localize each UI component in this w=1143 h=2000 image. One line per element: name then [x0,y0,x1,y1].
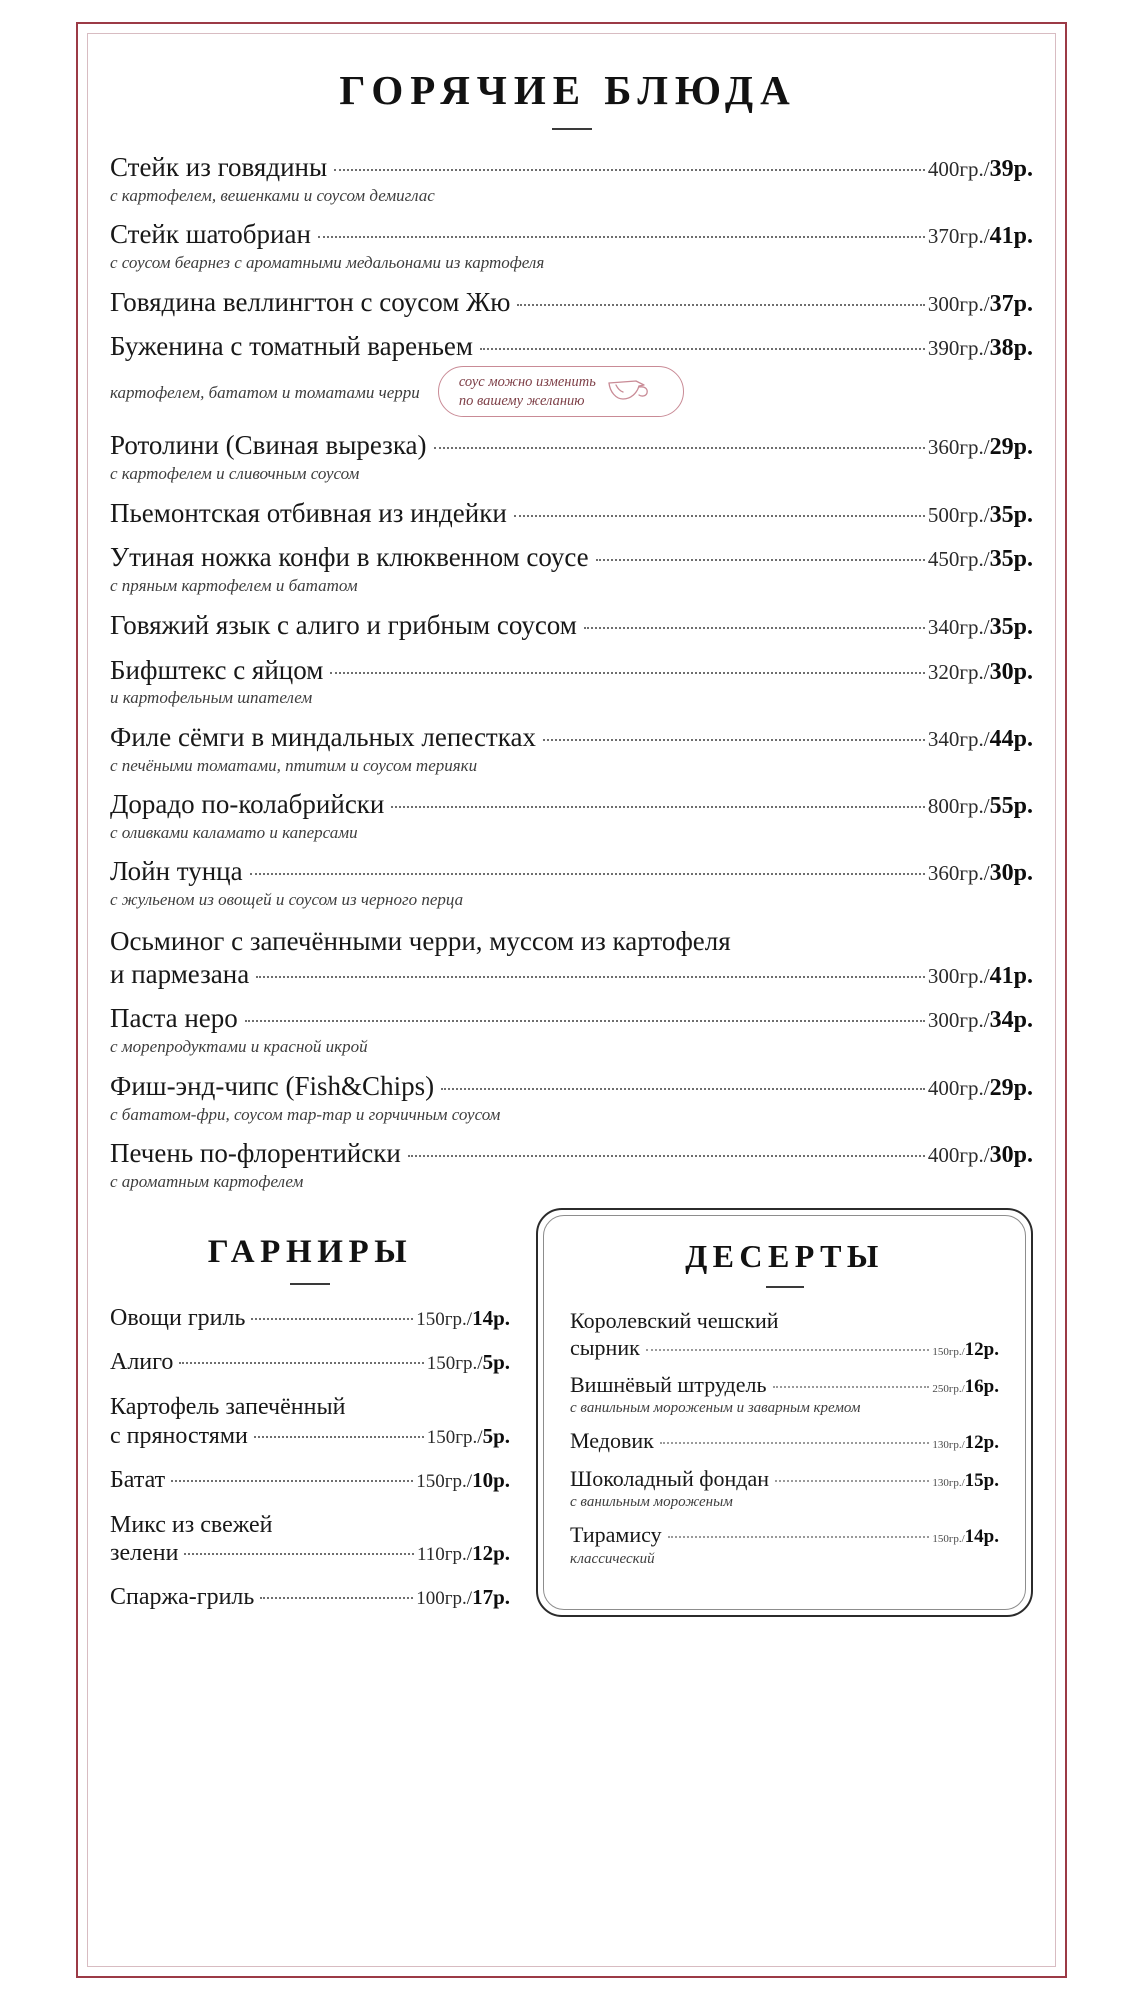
dish-amount: 55р. [989,793,1033,820]
side-amount: 14р. [472,1306,510,1331]
dessert-price [932,1339,999,1361]
dish-weight: 450гр. [927,547,984,572]
side-weight: 150гр. [426,1353,478,1375]
dish-amount: 37р. [989,290,1033,317]
dot-leader [245,1020,925,1022]
dish-item [110,498,1033,530]
dish-item [110,1138,1033,1192]
dish-weight: 500гр. [927,502,984,527]
dish-price: 370гр./41р. [927,223,1033,250]
dish-name: Ротолини (Свиная вырезка) [110,430,427,461]
dish-weight: 360гр. [927,435,984,460]
side-price: 150гр./10р. [416,1467,510,1492]
title-divider [552,128,592,130]
dish-name: Фиш-энд-чипс (Fish&Chips) [110,1070,435,1101]
sauce-note-badge [438,366,684,417]
dish-name: Бифштекс с яйцом [110,654,324,685]
side-price-line [110,1467,510,1494]
dessert-weight: 150гр./ [932,1345,965,1358]
dish-amount: 39р. [989,156,1033,182]
dessert-price-line [570,1466,999,1492]
dish-item [110,1071,1033,1125]
dot-leader [660,1442,930,1444]
dish-amount: 41р. [989,223,1033,250]
dessert-price [932,1470,999,1492]
dessert-name: Медовик [570,1428,654,1454]
dish-price: 360гр./30р. [927,860,1033,887]
dish-description: с соусом беарнез с ароматными медальонами из картофеля [110,253,545,273]
dish-name: Стейк из говядины [110,152,328,182]
dot-leader [256,976,925,978]
dish-weight: 390гр. [927,336,984,361]
dish-weight: 300гр. [927,291,984,316]
side-weight: 110гр. [416,1543,467,1565]
desserts-list [570,1308,999,1567]
side-amount: 17р. [472,1584,510,1609]
side-amount: 5р. [482,1350,510,1375]
side-price-line [110,1540,510,1567]
dish-weight: 400гр. [927,1075,984,1100]
desserts-section [536,1208,1033,1616]
dot-leader [596,559,925,561]
dish-name: Печень по-флорентийски [110,1137,401,1168]
dish-name: Утиная ножка конфи в клюквенном соусе [110,542,589,573]
dish-amount: 41р. [989,962,1033,989]
dish-weight: 360гр. [927,861,984,886]
dessert-weight: 150гр./ [932,1533,965,1546]
side-name: Батат [110,1466,166,1493]
dot-leader [434,447,925,449]
dish-price: 340гр./44р. [927,725,1033,752]
dot-leader [254,1436,424,1438]
dish-amount: 35р. [989,546,1033,573]
dish-price-line [110,498,1033,530]
dish-price-line [110,1003,1033,1035]
dish-name: Паста неро [110,1003,238,1034]
sauce-note-text: соус можно изменить по вашему желанию [458,374,596,409]
dot-leader [408,1155,925,1157]
dish-price-line [110,430,1033,462]
dot-leader [251,1318,413,1320]
dish-name: Дорадо по-колабрийски [110,789,385,820]
side-item [110,1584,510,1611]
dish-item [110,856,1033,910]
dish-description: с пряным картофелем и бататом [110,576,358,596]
dish-item [110,219,1033,273]
dish-name: Филе сёмги в миндальных лепестках [110,721,536,752]
dish-name: Стейк шатобриан [110,219,311,250]
side-item [110,1393,510,1449]
dish-price-line [110,152,1033,184]
gravy-boat-icon [606,376,650,407]
dish-price: 500гр./35р. [927,501,1033,528]
dish-name: Говяжий язык с алиго и грибным соусом [110,609,577,640]
dish-item [110,924,1033,991]
dish-price: 360гр./29р. [927,434,1033,461]
dish-price: 800гр./55р. [927,793,1033,820]
dish-name: Осьминог с запечёнными черри, муссом из картофеля [110,925,731,956]
side-price: 110гр./12р. [416,1540,510,1565]
dish-price-line [110,610,1033,642]
side-amount: 5р. [482,1423,510,1448]
dish-price-line [110,655,1033,687]
dish-item [110,331,1033,417]
dish-price-line [110,722,1033,754]
dish-description: с картофелем, вешенками и соусом демиглас [110,185,435,205]
dish-description: и картофельным шпателем [110,688,313,708]
dessert-amount: 14р. [964,1526,999,1548]
dot-leader [441,1088,925,1090]
dish-description: с печёными томатами, птитим и соусом терияки [110,755,478,775]
dish-name: Буженина с томатный вареньем [110,331,473,362]
dish-price: 390гр./38р. [927,335,1033,362]
dish-amount: 30р. [989,860,1033,887]
side-price: 150гр./5р. [426,1423,510,1448]
dish-price: 400гр./29р. [927,1074,1033,1101]
hot-dishes-title: ГОРЯЧИЕ БЛЮДА [339,67,797,113]
dessert-item [570,1522,999,1567]
dessert-weight: 130гр./ [932,1476,965,1489]
dish-description: с жульеном из овощей и соусом из черного перца [110,890,464,910]
dessert-name: Вишнёвый штрудель [570,1372,767,1398]
dish-price-line [110,856,1033,888]
dish-price: 300гр./37р. [927,290,1033,317]
dish-description: с морепродуктами и красной икрой [110,1037,368,1057]
dish-price-line [110,542,1033,574]
dish-weight: 400гр. [927,157,984,181]
dish-price: 450гр./35р. [927,546,1033,573]
dessert-weight: 250гр./ [932,1383,965,1396]
dessert-amount: 12р. [964,1432,999,1454]
dessert-amount: 16р. [964,1376,999,1398]
dish-description: с бататом-фри, соусом тар-тар и горчичным соусом [110,1104,501,1124]
description-with-badge [110,366,1033,417]
dessert-price-line [570,1335,999,1361]
dessert-amount: 12р. [964,1338,999,1360]
dish-price-line [110,1071,1033,1103]
dish-weight: 800гр. [927,794,984,819]
dish-name: Говядина веллингтон с соусом Жю [110,286,511,317]
dish-amount: 38р. [989,335,1033,362]
dish-weight: 300гр. [927,963,984,988]
dot-leader [391,806,925,808]
dot-leader [543,739,925,741]
dish-price-line [110,1138,1033,1170]
dish-price: 320гр./30р. [927,658,1033,685]
dish-amount: 30р. [989,1141,1033,1168]
bottom-sections [110,1208,1033,1628]
desserts-divider [766,1286,804,1288]
desserts-card-inner [543,1215,1026,1609]
side-item [110,1511,510,1567]
dot-leader [184,1553,413,1555]
dish-item [110,287,1033,319]
side-price-line [110,1349,510,1376]
dessert-price [932,1526,999,1548]
side-item [110,1467,510,1494]
side-name: Овощи гриль [110,1305,246,1332]
dish-item [110,722,1033,776]
dish-price-line [110,219,1033,251]
sides-divider [290,1283,330,1285]
dish-amount: 35р. [989,613,1033,640]
dot-leader [334,169,925,171]
dessert-description: с ванильным мороженым и заварным кремом [570,1400,861,1417]
dish-price-line [110,789,1033,821]
dot-leader [773,1386,930,1388]
dish-description: с оливками каламато и каперсами [110,822,358,842]
dot-leader [330,672,925,674]
side-price: 100гр./17р. [416,1584,510,1609]
side-weight: 150гр. [426,1426,478,1448]
side-name: Спаржа-гриль [110,1583,255,1610]
dish-amount: 44р. [989,725,1033,752]
dessert-item [570,1428,999,1454]
sides-section [110,1208,510,1628]
dish-description: с картофелем и сливочным соусом [110,464,360,484]
dish-weight: 340гр. [927,614,984,639]
dessert-price-line [570,1372,999,1398]
side-name-continued: зелени [110,1539,179,1566]
side-price: 150гр./5р. [426,1350,510,1375]
dessert-price [932,1376,999,1398]
dish-amount: 29р. [989,1074,1033,1101]
dessert-description: классический [570,1550,655,1567]
side-name: Алиго [110,1349,174,1376]
dot-leader [171,1480,413,1482]
side-item [110,1349,510,1376]
dish-name-continued: и пармезана [110,958,250,989]
dessert-name-continued: сырник [570,1334,640,1360]
dish-weight: 320гр. [927,659,984,684]
dish-weight: 400гр. [927,1142,984,1167]
side-amount: 10р. [472,1467,510,1492]
dish-description: с ароматным картофелем [110,1171,304,1191]
dish-weight: 340гр. [927,726,984,751]
side-name: Картофель запечённый [110,1394,346,1421]
dot-leader [646,1349,930,1351]
side-item [110,1305,510,1332]
dessert-price-line [570,1522,999,1548]
menu-content [110,48,1033,1628]
side-price-line [110,1584,510,1611]
dessert-price [932,1432,999,1454]
dish-name: Пьемонтская отбивная из индейки [110,497,507,528]
dish-item [110,1003,1033,1057]
dessert-item [570,1466,999,1511]
side-weight: 100гр. [416,1587,467,1609]
dessert-item [570,1308,999,1361]
side-price-line [110,1423,510,1450]
dish-item [110,655,1033,709]
dish-item [110,789,1033,843]
side-amount: 12р. [472,1540,510,1565]
dish-price: 400гр./39р. [927,156,1033,182]
dish-price-line [110,331,1033,363]
sides-title: ГАРНИРЫ [207,1234,413,1271]
side-name-continued: с пряностями [110,1422,248,1449]
dish-item [110,542,1033,596]
dot-leader [517,304,925,306]
side-weight: 150гр. [416,1309,467,1331]
dish-price: 400гр./30р. [927,1141,1033,1168]
dish-description: картофелем, бататом и томатами черри [110,382,420,402]
dot-leader [260,1597,413,1599]
dish-weight: 300гр. [927,1008,984,1033]
desserts-title: ДЕСЕРТЫ [685,1238,884,1275]
dish-item [110,430,1033,484]
dessert-price-line [570,1428,999,1454]
side-weight: 150гр. [416,1470,467,1492]
dish-price-line [110,959,1033,991]
dot-leader [318,236,925,238]
dish-amount: 30р. [989,658,1033,685]
dish-price-line [110,287,1033,319]
dish-amount: 29р. [989,434,1033,461]
dish-amount: 35р. [989,501,1033,528]
hot-dishes-list [110,152,1033,1192]
side-name: Микс из свежей [110,1511,273,1538]
dessert-description: с ванильным мороженым [570,1494,733,1511]
dessert-amount: 15р. [964,1469,999,1491]
dish-item [110,152,1033,206]
dot-leader [514,515,925,517]
side-price-line [110,1305,510,1332]
dish-item [110,610,1033,642]
side-price: 150гр./14р. [416,1306,510,1331]
dish-amount: 34р. [989,1007,1033,1034]
dessert-item [570,1372,999,1417]
sides-list [110,1305,510,1611]
dish-price: 300гр./34р. [927,1007,1033,1034]
dish-price: 340гр./35р. [927,613,1033,640]
dish-weight: 370гр. [927,224,984,249]
dish-price: 300гр./41р. [927,962,1033,989]
dot-leader [584,627,925,629]
dot-leader [775,1480,929,1482]
dessert-name: Королевский чешский [570,1308,779,1334]
dot-leader [480,348,925,350]
dessert-name: Тирамису [570,1522,662,1548]
dessert-name: Шоколадный фондан [570,1465,769,1491]
dessert-weight: 130гр./ [932,1439,965,1452]
dot-leader [668,1536,930,1538]
dish-name: Лойн тунца [110,856,243,887]
dot-leader [179,1362,423,1364]
dot-leader [250,873,925,875]
